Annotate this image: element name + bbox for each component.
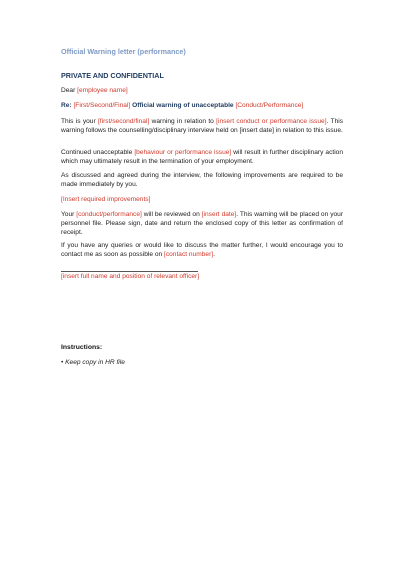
warning-level-placeholder: [First/Second/Final] xyxy=(73,102,131,109)
p2-text-2: will result in further disciplinary action which may ultimately result in the termination of your employment. xyxy=(61,149,343,165)
paragraph-review xyxy=(61,211,343,237)
instructions-heading: Instructions: xyxy=(61,344,103,351)
p5-text-2: . xyxy=(213,250,215,258)
p1-text-2: warning in relation to xyxy=(149,118,217,125)
signature-line xyxy=(61,271,198,272)
confidential-heading: PRIVATE AND CONFIDENTIAL xyxy=(61,71,164,80)
p4-date-placeholder: [insert date] xyxy=(201,211,237,218)
p4-conduct-placeholder: [conduct/performance] xyxy=(76,211,142,218)
subject-title: Official warning of unacceptable xyxy=(130,102,236,109)
p1-level-placeholder: [first/second/final] xyxy=(97,118,150,125)
subject-line xyxy=(61,102,343,111)
salutation xyxy=(61,87,343,96)
improvements-placeholder: [Insert required improvements] xyxy=(61,196,151,203)
signatory-placeholder: [insert full name and position of relevant officer] xyxy=(61,273,200,280)
subject-label: Re: xyxy=(61,102,74,109)
p1-text-1: This is your xyxy=(61,118,98,125)
document-title: Official Warning letter (performance) xyxy=(61,47,186,56)
instruction-item: • Keep copy in HR file xyxy=(61,359,125,366)
paragraph-warning xyxy=(61,118,343,136)
warning-type-placeholder: [Conduct/Performance] xyxy=(235,102,304,109)
paragraph-consequence xyxy=(61,149,343,167)
p4-text-1: Your xyxy=(61,211,77,218)
employee-name-placeholder: [employee name] xyxy=(77,87,128,94)
paragraph-contact xyxy=(61,242,343,260)
p1-issue-placeholder: [insert conduct or performance issue] xyxy=(216,118,327,125)
p4-text-2: will be reviewed on xyxy=(141,211,202,218)
p2-text-1: Continued unacceptable xyxy=(61,149,135,156)
paragraph-improvements-intro: As discussed and agreed during the interview, the following improvements are required to be made immediately by you. xyxy=(61,172,343,188)
p2-behaviour-placeholder: [behaviour or performance issue] xyxy=(134,149,232,156)
p1-text-3: . This warning follows the counselling/disciplinary interview held on [insert date] in relation to this issue. xyxy=(61,118,344,134)
p5-text-1: If you have any queries or would like to discuss the matter further, I would encourage you to contact me as soon as possible on xyxy=(61,242,343,258)
contact-number-placeholder: [contact number] xyxy=(164,250,214,258)
salutation-text: Dear xyxy=(61,87,78,94)
p4-text-3: . This warning will be placed on your personnel file. Please sign, date and return the enclosed copy of this letter as confirmation of receipt. xyxy=(61,211,344,236)
